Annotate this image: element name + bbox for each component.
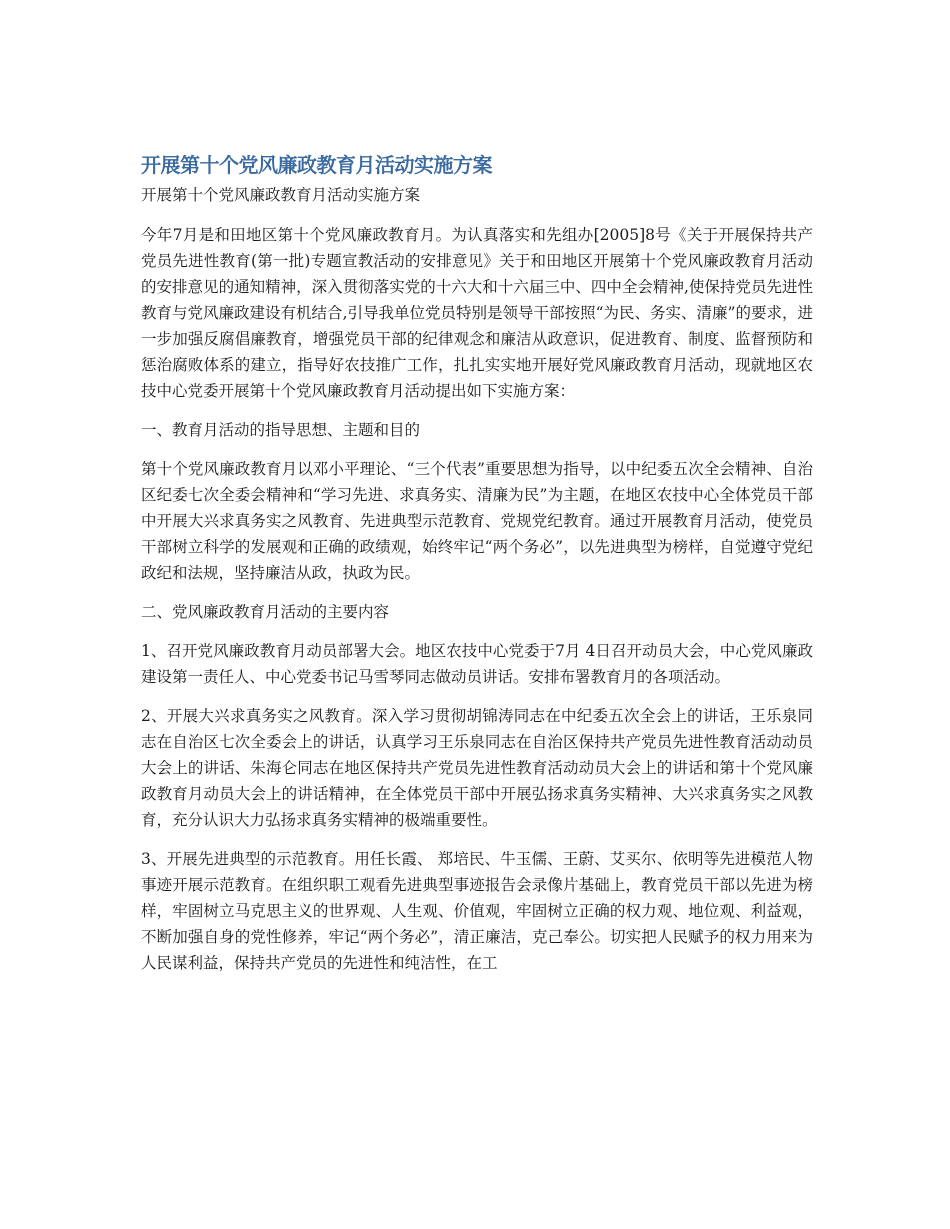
section-1-paragraph: 第十个党风廉政教育月以邓小平理论、“三个代表”重要思想为指导，以中纪委五次全会精神、自治区纪委七次全委会精神和“学习先进、求真务实、清廉为民”为主题，在地区农技中心全体党员干部中开展大兴求真务实之风教育、先进典型示范教育、党规党纪教育。通过开展教育月活动，使党员干部树立科学的发展观和正确的政绩观，始终牢记“两个务必”，以先进典型为榜样，自觉遵守党纪政纪和法规，坚持廉洁从政，执政为民。 [141, 460, 813, 582]
item-3-paragraph: 3、开展先进典型的示范教育。用任长霞、 郑培民、牛玉儒、王蔚、艾买尔、依明等先进模范人物事迹开展示范教育。在组织职工观看先进典型事迹报告会录像片基础上，教育党员干部以先进为榜样，牢固树立马克思主义的世界观、人生观、价值观，牢固树立正确的权力观、地位观、利益观，不断加强自身的党性修养，牢记“两个务必”，清正廉洁，克己奉公。切实把人民赋予的权力用来为人民谋利益，保持共产党员的先进性和纯洁性，在工 [141, 850, 813, 972]
section-1-heading: 一、教育月活动的指导思想、主题和目的 [141, 421, 421, 439]
item-2-paragraph: 2、开展大兴求真务实之风教育。深入学习贯彻胡锦涛同志在中纪委五次全会上的讲话，王乐泉同志在自治区七次全委会上的讲话，认真学习王乐泉同志在自治区保持共产党员先进性教育活动动员大会上的讲话、朱海仑同志在地区保持共产党员先进性教育活动动员大会上的讲话和第十个党风廉政教育月动员大会上的讲话精神，在全体党员干部中开展弘扬求真务实精神、大兴求真务实之风教育，充分认识大力弘扬求真务实精神的极端重要性。 [141, 707, 813, 829]
intro-paragraph: 今年7月是和田地区第十个党风廉政教育月。为认真落实和先组办[2005]8号《关于开展保持共产党员先进性教育(第一批)专题宣教活动的安排意见》关于和田地区开展第十个党风廉政教育月活动的安排意见的通知精神，深入贯彻落实党的十六大和十六届三中、四中全会精神,使保持党员先进性教育与党风廉政建设有机结合,引导我单位党员特别是领导干部按照“为民、务实、清廉”的要求，进一步加强反腐倡廉教育，增强党员干部的纪律观念和廉洁从政意识，促进教育、制度、监督预防和惩治腐败体系的建立，指导好农技推广工作，扎扎实实地开展好党风廉政教育月活动，现就地区农技中心党委开展第十个党风廉政教育月活动提出如下实施方案： [141, 226, 813, 400]
section-2-heading: 二、党风廉政教育月活动的主要内容 [141, 603, 390, 621]
document-content [141, 148, 813, 989]
item-1-paragraph: 1、召开党风廉政教育月动员部署大会。地区农技中心党委于7月 4日召开动员大会，中心党风廉政建设第一责任人、中心党委书记马雪琴同志做动员讲话。安排布署教育月的各项活动。 [141, 642, 813, 686]
document-title: 开展第十个党风廉政教育月活动实施方案 [141, 153, 492, 177]
document-subtitle: 开展第十个党风廉政教育月活动实施方案 [141, 186, 421, 204]
